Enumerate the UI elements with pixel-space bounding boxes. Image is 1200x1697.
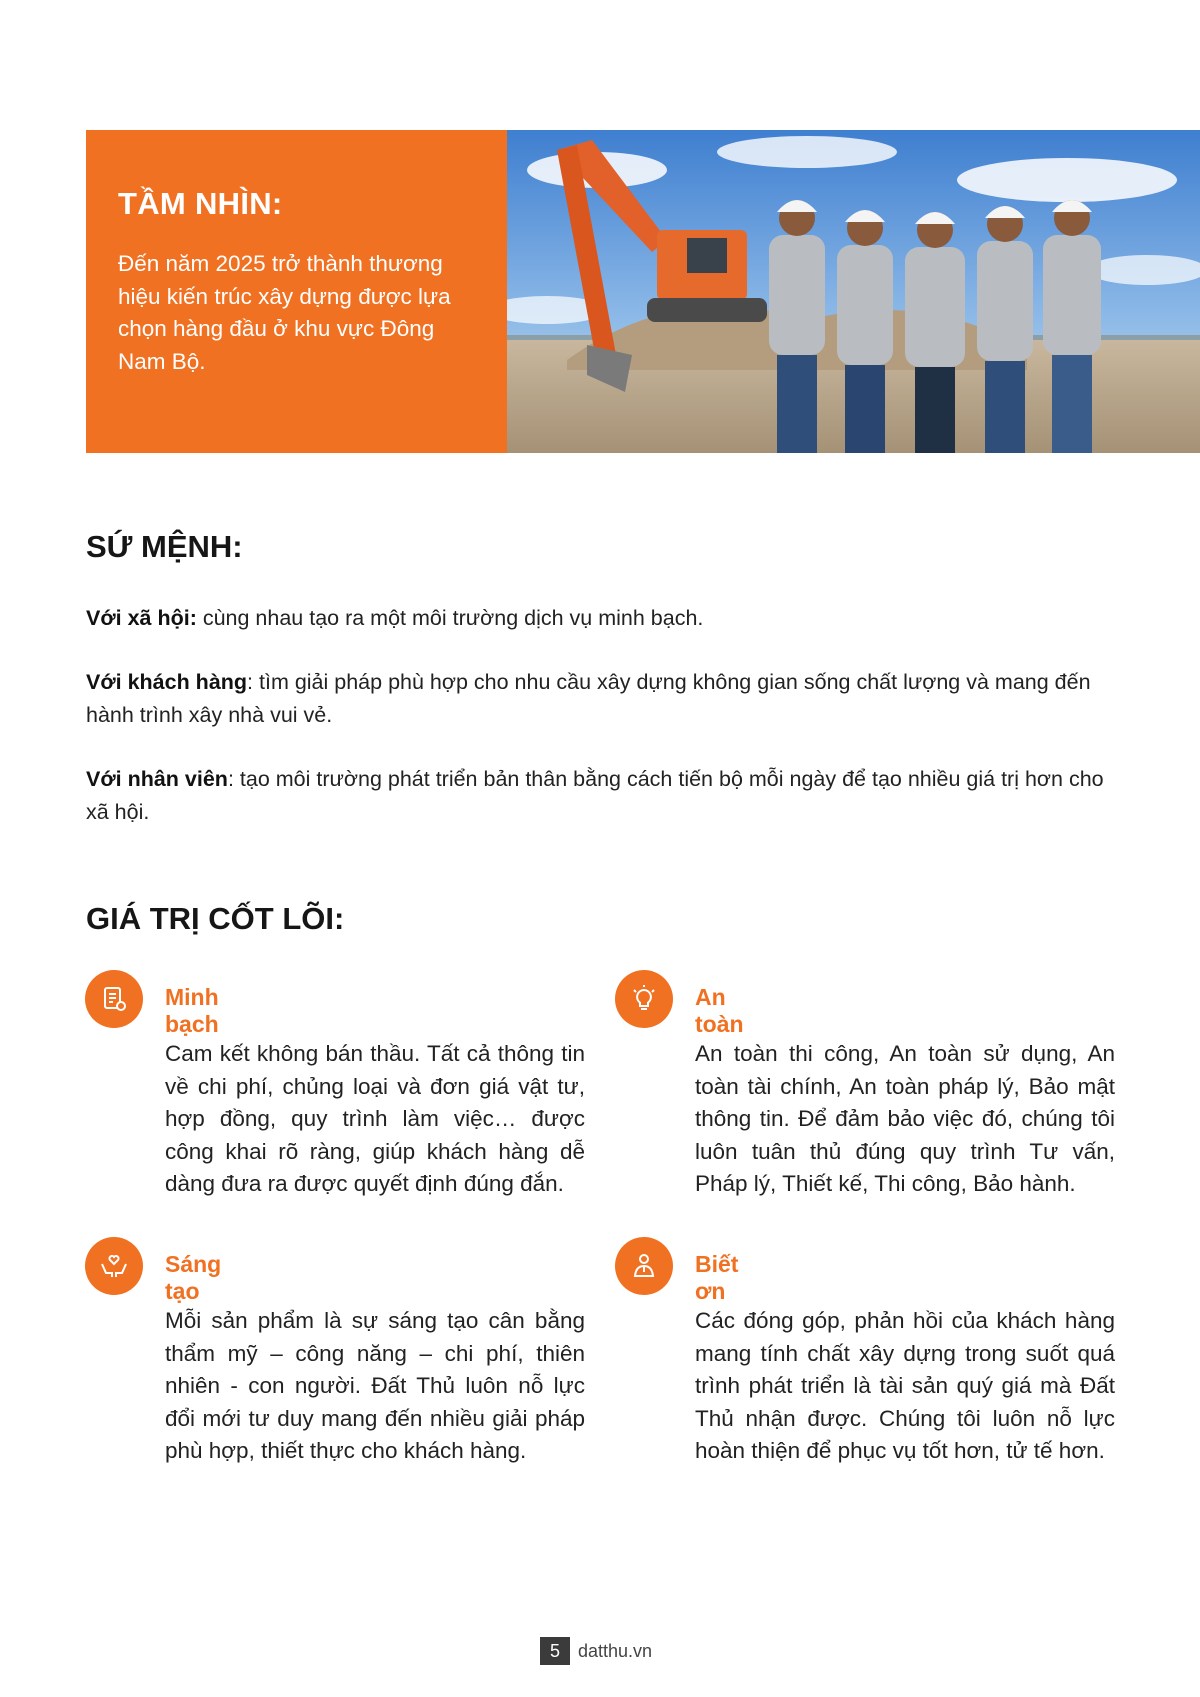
lightbulb-icon xyxy=(615,970,673,1028)
vision-panel xyxy=(86,130,507,453)
website-label: datthu.vn xyxy=(578,1640,653,1661)
value-title-an-toan: An toàn xyxy=(695,984,744,1037)
value-title-sang-tao: Sáng tạo xyxy=(165,1251,222,1304)
vision-text: Đến năm 2025 trở thành thương hiệu kiến trúc xây dựng được lựa chọn hàng đầu ở khu vực Đông Nam Bộ. xyxy=(118,251,451,374)
value-title-minh-bach: Minh bạch xyxy=(165,984,219,1037)
mission-customer xyxy=(86,666,1116,731)
value-text-minh-bach: Cam kết không bán thầu. Tất cả thông tin về chi phí, chủng loại và đơn giá vật tư, hợp đồng, quy trình làm việc… được công khai rõ ràng, giúp khách hàng dễ dàng đưa ra được quyết định đúng đắn. xyxy=(165,1041,585,1196)
team-construction-photo xyxy=(507,130,1200,453)
hands-heart-icon xyxy=(85,1237,143,1295)
vision-title: TẦM NHÌN: xyxy=(118,186,283,221)
value-title-biet-on: Biết ơn xyxy=(695,1251,739,1304)
mission-employee-text: : tạo môi trường phát triển bản thân bằng cách tiến bộ mỗi ngày để tạo nhiều giá trị hơn cho xã hội. xyxy=(86,767,1104,824)
mission-society-text: cùng nhau tạo ra một môi trường dịch vụ minh bạch. xyxy=(196,606,704,630)
page-number: 5 xyxy=(540,1637,570,1665)
mission-society xyxy=(86,602,1116,635)
mission-employee-label: Với nhân viên xyxy=(86,767,228,791)
mission-customer-label: Với khách hàng xyxy=(86,670,248,694)
person-gratitude-icon xyxy=(615,1237,673,1295)
mission-employee xyxy=(86,763,1116,828)
core-values-title: GIÁ TRỊ CỐT LÕI: xyxy=(86,901,345,936)
value-text-biet-on: Các đóng góp, phản hồi của khách hàng mang tính chất xây dựng trong suốt quá trình phát triển là tài sản quý giá mà Đất Thủ nhận được. Chúng tôi luôn nỗ lực hoàn thiện để phục vụ tốt hơn, tử tế hơn. xyxy=(695,1308,1115,1463)
mission-title: SỨ MỆNH: xyxy=(86,529,243,564)
mission-customer-text: : tìm giải pháp phù hợp cho nhu cầu xây dựng không gian sống chất lượng và mang đến hành trình xây nhà vui vẻ. xyxy=(86,670,1091,727)
team-construction-illustration xyxy=(507,130,1200,453)
value-text-sang-tao: Mỗi sản phẩm là sự sáng tạo cân bằng thẩm mỹ – công năng – chi phí, thiên nhiên - con người. Đất Thủ luôn nỗ lực đổi mới tư duy mang đến nhiều giải pháp phù hợp, thiết thực cho khách hàng. xyxy=(165,1308,585,1463)
value-text-an-toan: An toàn thi công, An toàn sử dụng, An toàn tài chính, An toàn pháp lý, Bảo mật thông tin. Để đảm bảo việc đó, chúng tôi luôn tuân thủ đúng quy trình Tư vấn, Pháp lý, Thiết kế, Thi công, Bảo hành. xyxy=(695,1041,1115,1196)
page-footer xyxy=(540,1637,652,1665)
mission-society-label: Với xã hội: xyxy=(86,606,197,630)
vision-banner xyxy=(86,130,1200,453)
document-icon xyxy=(85,970,143,1028)
